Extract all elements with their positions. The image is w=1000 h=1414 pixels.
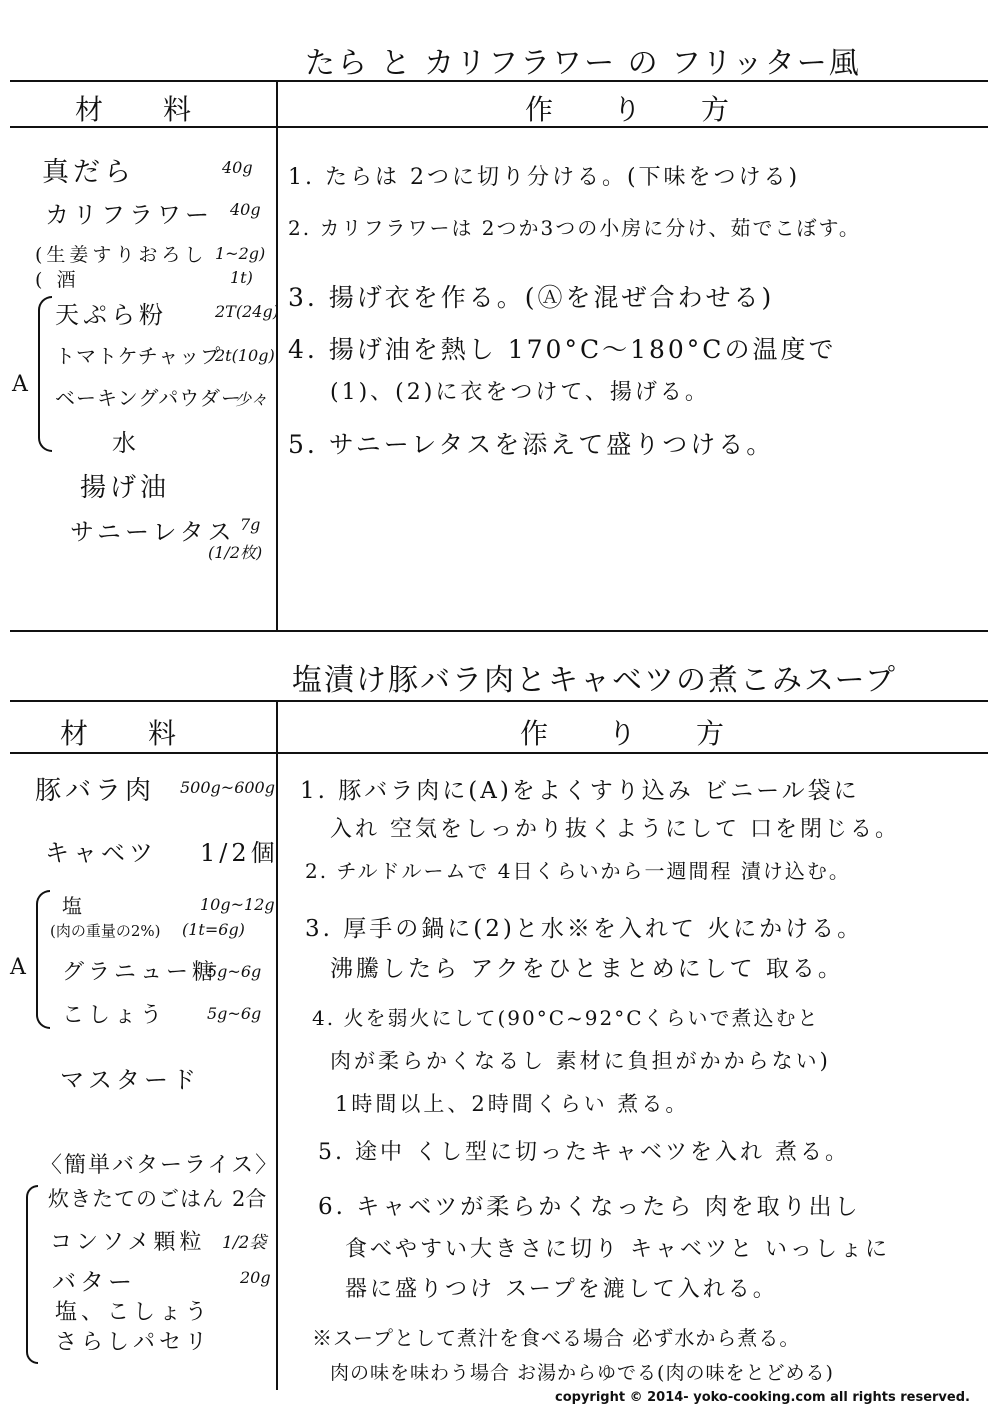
ingredient-name: グラニュー糖 — [62, 960, 219, 985]
ingredient-amount: 20g — [240, 1268, 271, 1287]
ingredient-name: コンソメ顆粒 — [50, 1230, 206, 1255]
recipe1-title: たら と カリフラワー の フリッター風 — [305, 46, 861, 81]
ingredient-amount: 1t) — [230, 268, 253, 287]
group-a-label: A — [10, 955, 30, 980]
method-step: 沸騰したら アクをひとまとめにして 取る。 — [330, 956, 844, 982]
footnote: ※スープとして煮汁を食べる場合 必ず水から煮る。 — [312, 1326, 801, 1350]
recipe2-title: 塩漬け豚バラ肉とキャベツの煮こみスープ — [292, 663, 897, 698]
method-step: 器に盛りつけ スープを漉して入れる。 — [345, 1277, 778, 1302]
copyright-notice: copyright © 2014- yoko-cooking.com all rights reserved. — [555, 1390, 970, 1405]
ingredient-amount: 10g~12g — [200, 895, 275, 914]
recipe2-method-header: 作り方 — [520, 717, 785, 750]
ingredient-amount: 1/2袋 — [222, 1233, 267, 1253]
ingredient-amount: (1/2枚) — [208, 543, 263, 562]
recipe1-method-header: 作り方 — [525, 93, 790, 126]
ingredient-name: カリフラワー — [45, 201, 213, 229]
recipe1-column-divider — [276, 80, 278, 630]
ingredient-name: (生姜すりおろし — [35, 244, 208, 266]
ingredient-name: サニーレタス — [70, 518, 236, 546]
footnote: 肉の味を味わう場合 お湯からゆでる(肉の味をとどめる) — [330, 1362, 834, 1384]
method-step: 1. 豚バラ肉に(A)をよくすり込み ビニール袋に — [300, 778, 860, 804]
method-step: 1時間以上、2時間くらい 煮る。 — [335, 1092, 690, 1116]
method-step: 3. 揚げ衣を作る。(Ⓐを混ぜ合わせる) — [288, 283, 775, 312]
ingredient-name: 〈簡単バターライス〉 — [40, 1153, 280, 1178]
group-a-label: A — [12, 372, 32, 397]
ingredient-note: (肉の重量の2%) — [50, 922, 161, 940]
ingredient-name: 揚げ油 — [80, 473, 171, 503]
ingredient-name: キャベツ — [45, 839, 157, 867]
ingredient-amount: 2合 — [232, 1187, 267, 1211]
ingredient-name: ( 酒 — [35, 269, 80, 291]
ingredient-name: 天ぷら粉 — [55, 301, 167, 329]
method-step: 5. サニーレタスを添えて盛りつける。 — [288, 430, 775, 459]
recipe2-ingredients-header: 材料 — [60, 717, 237, 750]
ingredient-name: トマトケチャップ — [55, 344, 222, 368]
method-step: 4. 揚げ油を熱し 170°C～180°Cの温度で — [288, 335, 837, 364]
group-a-bracket — [36, 890, 50, 1029]
ingredient-amount: 40g — [230, 200, 261, 219]
ingredient-amount: 5g~6g — [207, 962, 262, 981]
recipe2-header-rule — [10, 752, 988, 754]
ingredient-name: さらしパセリ — [55, 1330, 212, 1355]
ingredient-amount: 1/2個 — [200, 839, 279, 867]
ingredient-name: 豚バラ肉 — [35, 776, 156, 806]
method-step: 1. たらは 2つに切り分ける。(下味をつける) — [288, 165, 801, 190]
recipe2-column-divider — [276, 700, 278, 1390]
ingredient-name: 炊きたてのごはん — [48, 1187, 224, 1211]
method-step: 食べやすい大きさに切り キャベツと いっしょに — [345, 1237, 890, 1262]
ingredient-amount: (1t=6g) — [182, 920, 245, 939]
ingredient-amount: 2t(10g) — [215, 346, 275, 365]
ingredient-amount: 40g — [222, 158, 253, 177]
recipe1-top-rule — [10, 80, 988, 82]
ingredient-name: こしょう — [62, 1003, 167, 1028]
ingredient-name: 真だら — [42, 157, 135, 188]
recipe1-ingredients-header: 材料 — [75, 93, 252, 126]
ingredient-amount: 5g~6g — [207, 1004, 262, 1023]
ingredient-amount: 500g~600g — [180, 778, 275, 797]
ingredient-amount: 2T(24g) — [215, 302, 279, 321]
method-step: (1)、(2)に衣をつけて、揚げる。 — [330, 380, 710, 405]
ingredient-name: ベーキングパウダー — [55, 386, 242, 410]
butter-rice-bracket — [26, 1185, 38, 1364]
ingredient-amount: 7g — [240, 515, 261, 534]
ingredient-name: 塩、こしょう — [55, 1300, 212, 1325]
method-step: 入れ 空気をしっかり抜くようにして 口を閉じる。 — [330, 817, 900, 842]
ingredient-name: 塩 — [62, 894, 86, 918]
ingredient-name: 水 — [112, 429, 140, 457]
ingredient-amount: 1~2g) — [215, 244, 266, 263]
method-step: 2. チルドルームで 4日くらいから一週間程 漬け込む。 — [305, 859, 851, 883]
method-step: 肉が柔らかくなるし 素材に負担がかからない) — [330, 1049, 831, 1073]
ingredient-amount: 少々 — [235, 390, 268, 409]
ingredient-name: バター — [52, 1268, 136, 1296]
method-step: 4. 火を弱火にして(90°C~92°Cくらいで煮込むと — [312, 1006, 820, 1030]
method-step: 2. カリフラワーは 2つか3つの小房に分け、茹でこぼす。 — [288, 216, 861, 240]
method-step: 5. 途中 くし型に切ったキャベツを入れ 煮る。 — [318, 1140, 850, 1165]
recipe2-top-rule — [10, 700, 988, 702]
method-step: 3. 厚手の鍋に(2)と水※を入れて 火にかける。 — [305, 916, 864, 942]
group-a-bracket — [38, 296, 52, 452]
ingredient-name: マスタード — [60, 1066, 200, 1094]
recipe1-bottom-rule — [10, 630, 988, 632]
method-step: 6. キャベツが柔らかくなったら 肉を取り出し — [318, 1194, 861, 1220]
